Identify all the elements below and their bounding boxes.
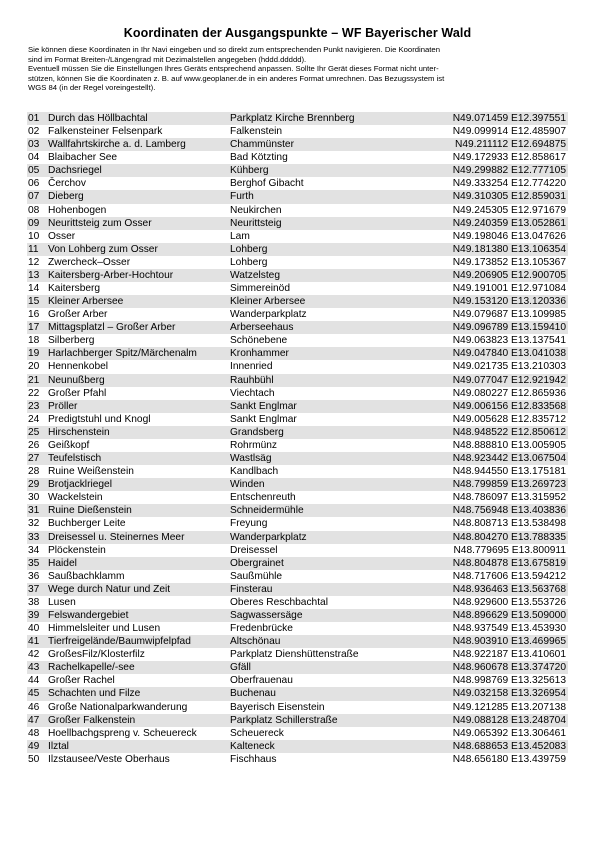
table-row <box>27 217 568 230</box>
coordinates: N48.896629 E13.509000 <box>452 609 566 621</box>
coordinates: N49.198046 E13.047626 <box>452 230 566 242</box>
row-number: 22 <box>28 387 40 399</box>
start-point: Entschenreuth <box>230 492 296 504</box>
table-row <box>27 439 568 452</box>
table-row <box>27 230 568 243</box>
coordinates: N49.077047 E12.921942 <box>452 374 566 386</box>
table-row <box>27 753 568 766</box>
coordinates: N48.888810 E13.005905 <box>452 439 566 451</box>
table-row <box>27 491 568 504</box>
route-name: Rachelkapelle/-see <box>48 662 135 674</box>
row-number: 23 <box>28 400 40 412</box>
route-name: Felswandergebiet <box>48 609 129 621</box>
coordinates: N48.786097 E13.315952 <box>452 492 566 504</box>
row-number: 34 <box>28 544 40 556</box>
row-number: 38 <box>28 596 40 608</box>
coordinates: N49.065392 E13.306461 <box>452 727 566 739</box>
route-name: Silberberg <box>48 335 95 347</box>
row-number: 05 <box>28 165 40 177</box>
coordinates: N49.211112 E12.694875 <box>454 139 566 151</box>
row-number: 29 <box>28 479 40 491</box>
coordinates: N49.191001 E12.971084 <box>452 283 566 295</box>
table-row <box>27 583 568 596</box>
intro-line: WGS 84 (in der Regel voreingestellt). <box>28 83 156 93</box>
start-point: Lohberg <box>230 256 268 268</box>
start-point: Oberes Reschbachtal <box>230 596 328 608</box>
row-number: 02 <box>28 126 40 138</box>
route-name: Schachten und Filze <box>48 688 141 700</box>
row-number: 35 <box>28 557 40 569</box>
coordinate-table <box>27 112 568 766</box>
route-name: Saußbachklamm <box>48 570 125 582</box>
start-point: Kalteneck <box>230 740 275 752</box>
start-point: Oberfrauenau <box>230 675 293 687</box>
row-number: 21 <box>28 374 40 386</box>
table-row <box>27 517 568 530</box>
start-point: Sankt Englmar <box>230 413 297 425</box>
table-row <box>27 164 568 177</box>
start-point: Watzelsteg <box>230 269 281 281</box>
coordinates: N49.206905 E12.900705 <box>452 269 566 281</box>
table-row <box>27 360 568 373</box>
coordinates: N49.181380 E13.106354 <box>452 243 566 255</box>
row-number: 49 <box>28 740 40 752</box>
coordinates: N49.153120 E13.120336 <box>452 296 566 308</box>
table-row <box>27 334 568 347</box>
intro-line: Sie können diese Koordinaten in Ihr Navi eingeben und so direkt zum entsprechenden Punkt navigieren. Die Koordinaten <box>28 45 440 54</box>
row-number: 46 <box>28 701 40 713</box>
coordinates: N49.172933 E12.858617 <box>452 152 566 164</box>
table-row <box>27 557 568 570</box>
row-number: 48 <box>28 727 40 739</box>
route-name: Durch das Höllbachtal <box>48 113 148 124</box>
row-number: 28 <box>28 466 40 478</box>
route-name: Teufelstisch <box>48 453 102 465</box>
row-number: 41 <box>28 636 40 648</box>
row-number: 07 <box>28 191 40 203</box>
row-number: 40 <box>28 623 40 635</box>
intro-line: stützen, können Sie die Koordinaten z. B. auf www.geoplaner.de in ein anderes Format umrechnen. Das Bezugssystem ist <box>28 73 445 83</box>
table-row <box>27 727 568 740</box>
route-name: Kleiner Arbersee <box>48 296 124 308</box>
route-name: Brotjacklriegel <box>48 479 112 491</box>
table-row <box>27 609 568 622</box>
start-point: Buchenau <box>230 688 276 700</box>
route-name: Ilztal <box>48 740 69 752</box>
coordinates: N49.005628 E12.835712 <box>452 413 566 425</box>
table-row <box>27 400 568 413</box>
start-point: Chammünster <box>230 139 294 151</box>
start-point: Wanderparkplatz <box>230 531 307 543</box>
coordinates: N49.240359 E13.052861 <box>452 217 566 229</box>
coordinates: N49.099914 E12.485907 <box>452 126 566 138</box>
table-row <box>27 622 568 635</box>
table-row <box>27 138 568 151</box>
row-number: 08 <box>28 204 40 216</box>
table-row <box>27 426 568 439</box>
route-name: Ilzstausee/Veste Oberhaus <box>48 753 170 765</box>
start-point: Sagwassersäge <box>230 609 303 621</box>
table-row <box>27 112 568 125</box>
coordinates: N48.944550 E13.175181 <box>452 466 566 478</box>
table-row <box>27 125 568 138</box>
route-name: Großer Arber <box>48 309 108 321</box>
route-name: Haidel <box>48 557 77 569</box>
table-row <box>27 452 568 465</box>
row-number: 24 <box>28 413 40 425</box>
route-name: Neunußberg <box>48 374 105 386</box>
start-point: Dreisessel <box>230 544 278 556</box>
table-row <box>27 635 568 648</box>
coordinates: N49.096789 E13.159410 <box>452 322 566 334</box>
route-name: Großer Falkenstein <box>48 714 136 726</box>
intro-line: sind im Format Breiten-/Längengrad mit Dezimalstellen angegeben (hddd.ddddd). <box>28 54 307 64</box>
start-point: Wanderparkplatz <box>230 309 307 321</box>
route-name: Hoellbachgspreng v. Scheuereck <box>48 727 197 739</box>
row-number: 10 <box>28 230 40 242</box>
coordinates: N48.808713 E13.538498 <box>452 518 566 530</box>
coordinates: N49.047840 E13.041038 <box>452 348 566 360</box>
table-row <box>27 374 568 387</box>
table-row <box>27 347 568 360</box>
route-name: Falkensteiner Felsenpark <box>48 126 163 138</box>
table-row <box>27 544 568 557</box>
table-row <box>27 531 568 544</box>
start-point: Parkplatz Kirche Brennberg <box>230 113 355 124</box>
start-point: Lam <box>230 230 250 242</box>
start-point: Neurittsteig <box>230 217 282 229</box>
row-number: 17 <box>28 322 40 334</box>
route-name: Großer Pfahl <box>48 387 107 399</box>
intro-paragraph-2 <box>28 64 573 93</box>
row-number: 36 <box>28 570 40 582</box>
route-name: Großer Rachel <box>48 675 115 687</box>
coordinates: N49.079687 E13.109985 <box>452 309 566 321</box>
coordinates: N49.245305 E12.971679 <box>452 204 566 216</box>
table-row <box>27 714 568 727</box>
coordinates: N49.071459 E12.397551 <box>452 113 566 124</box>
route-name: Dieberg <box>48 191 84 203</box>
row-number: 42 <box>28 649 40 661</box>
start-point: Obergrainet <box>230 557 284 569</box>
start-point: Kandlbach <box>230 466 279 478</box>
route-name: Kaitersberg-Arber-Hochtour <box>48 269 174 281</box>
route-name: Wege durch Natur und Zeit <box>48 583 171 595</box>
coordinates: N48.799859 E13.269723 <box>452 479 566 491</box>
start-point: Kleiner Arbersee <box>230 296 306 308</box>
start-point: Simmereinöd <box>230 283 291 295</box>
coordinates: N48.936463 E13.563768 <box>452 583 566 595</box>
start-point: Kühberg <box>230 165 269 177</box>
start-point: Bayerisch Eisenstein <box>230 701 325 713</box>
route-name: Geißkopf <box>48 439 90 451</box>
row-number: 30 <box>28 492 40 504</box>
row-number: 45 <box>28 688 40 700</box>
row-number: 37 <box>28 583 40 595</box>
coordinates: N49.333254 E12.774220 <box>452 178 566 190</box>
table-row <box>27 648 568 661</box>
row-number: 18 <box>28 335 40 347</box>
route-name: Blaibacher See <box>48 152 118 164</box>
row-number: 26 <box>28 439 40 451</box>
row-number: 47 <box>28 714 40 726</box>
row-number: 15 <box>28 296 40 308</box>
table-row <box>27 701 568 714</box>
route-name: Wallfahrtskirche a. d. Lamberg <box>48 139 186 151</box>
start-point: Grandsberg <box>230 426 284 438</box>
start-point: Neukirchen <box>230 204 282 216</box>
route-name: Große Nationalparkwanderung <box>48 701 188 713</box>
start-point: Rauhbühl <box>230 374 274 386</box>
coordinates: N48.779695 E13.800911 <box>453 544 566 556</box>
table-row <box>27 269 568 282</box>
start-point: Finsterau <box>230 583 273 595</box>
coordinates: N49.299882 E12.777105 <box>452 165 566 177</box>
table-row <box>27 387 568 400</box>
start-point: Rohrmünz <box>230 439 277 451</box>
start-point: Gfäll <box>230 662 251 674</box>
coordinates: N48.923442 E13.067504 <box>452 453 566 465</box>
route-name: Ruine Dießenstein <box>48 505 132 517</box>
start-point: Altschönau <box>230 636 281 648</box>
start-point: Parkplatz Schillerstraße <box>230 714 338 726</box>
row-number: 06 <box>28 178 40 190</box>
route-name: Mittagsplatzl – Großer Arber <box>48 322 176 334</box>
table-row <box>27 478 568 491</box>
table-row <box>27 504 568 517</box>
route-name: GroßesFilz/Klosterfilz <box>48 649 145 661</box>
table-row <box>27 190 568 203</box>
coordinates: N49.121285 E13.207138 <box>452 701 566 713</box>
coordinates: N48.929600 E13.553726 <box>452 596 566 608</box>
table-row <box>27 177 568 190</box>
coordinates: N48.688653 E13.452083 <box>452 740 566 752</box>
row-number: 01 <box>28 113 40 124</box>
row-number: 44 <box>28 675 40 687</box>
row-number: 14 <box>28 283 40 295</box>
row-number: 27 <box>28 453 40 465</box>
route-name: Tierfreigelände/Baumwipfelpfad <box>48 636 191 648</box>
row-number: 03 <box>28 139 40 151</box>
row-number: 09 <box>28 217 40 229</box>
start-point: Parkplatz Dienshüttenstraße <box>230 649 359 661</box>
route-name: Dreisessel u. Steinernes Meer <box>48 531 185 543</box>
start-point: Falkenstein <box>230 126 283 138</box>
route-name: Lusen <box>48 596 76 608</box>
table-row <box>27 321 568 334</box>
row-number: 12 <box>28 256 40 268</box>
coordinates: N48.948522 E12.850612 <box>452 426 566 438</box>
row-number: 13 <box>28 269 40 281</box>
row-number: 11 <box>28 243 39 255</box>
route-name: Ruine Weißenstein <box>48 466 134 478</box>
table-row <box>27 570 568 583</box>
table-row <box>27 596 568 609</box>
coordinates: N49.032158 E13.326954 <box>452 688 566 700</box>
row-number: 20 <box>28 361 40 373</box>
table-row <box>27 465 568 478</box>
route-name: Himmelsleiter und Lusen <box>48 623 161 635</box>
route-name: Dachsriegel <box>48 165 102 177</box>
coordinates: N48.656180 E13.439759 <box>452 753 566 765</box>
start-point: Bad Kötzting <box>230 152 288 164</box>
coordinates: N49.310305 E12.859031 <box>452 191 566 203</box>
coordinates: N49.063823 E13.137541 <box>452 335 566 347</box>
route-name: Harlachberger Spitz/Märchenalm <box>48 348 197 360</box>
row-number: 31 <box>28 505 40 517</box>
table-row <box>27 661 568 674</box>
coordinates: N49.088128 E13.248704 <box>452 714 566 726</box>
table-row <box>27 151 568 164</box>
start-point: Saußmühle <box>230 570 283 582</box>
coordinates: N48.804878 E13.675819 <box>452 557 566 569</box>
route-name: Kaitersberg <box>48 283 101 295</box>
route-name: Neurittsteig zum Osser <box>48 217 152 229</box>
route-name: Pröller <box>48 400 78 412</box>
start-point: Winden <box>230 479 265 491</box>
start-point: Lohberg <box>230 243 268 255</box>
row-number: 33 <box>28 531 40 543</box>
coordinates: N49.021735 E13.210303 <box>452 361 566 373</box>
coordinates: N49.006156 E12.833568 <box>452 400 566 412</box>
row-number: 04 <box>28 152 40 164</box>
row-number: 32 <box>28 518 40 530</box>
page-title: Koordinaten der Ausgangspunkte – WF Bayerischer Wald <box>123 26 472 40</box>
start-point: Schneidermühle <box>230 505 304 517</box>
row-number: 50 <box>28 753 40 765</box>
table-row <box>27 687 568 700</box>
route-name: Hirschenstein <box>48 426 110 438</box>
coordinates: N48.903910 E13.469965 <box>452 636 566 648</box>
intro-text <box>28 45 573 93</box>
route-name: Hennenkobel <box>48 361 109 373</box>
start-point: Schönebene <box>230 335 288 347</box>
coordinates: N48.998769 E13.325613 <box>452 675 566 687</box>
route-name: Hohenbogen <box>48 204 107 216</box>
coordinates: N48.804270 E13.788335 <box>452 531 566 543</box>
row-number: 19 <box>28 348 40 360</box>
coordinates: N48.717606 E13.594212 <box>452 570 566 582</box>
table-row <box>27 308 568 321</box>
start-point: Sankt Englmar <box>230 400 297 412</box>
start-point: Innenried <box>230 361 273 373</box>
table-row <box>27 295 568 308</box>
table-row <box>27 413 568 426</box>
route-name: Plöckenstein <box>48 544 106 556</box>
coordinates: N48.960678 E13.374720 <box>452 662 566 674</box>
intro-line: Eventuell müssen Sie die Einstellungen Ihres Geräts entsprechend anpassen. Sollte Ihr Gerät dieses Format nicht unter- <box>28 64 439 74</box>
table-row <box>27 740 568 753</box>
start-point: Berghof Gibacht <box>230 178 304 190</box>
coordinates: N48.756948 E13.403836 <box>452 505 566 517</box>
row-number: 25 <box>28 426 40 438</box>
table-row <box>27 674 568 687</box>
start-point: Fredenbrücke <box>230 623 293 635</box>
row-number: 16 <box>28 309 40 321</box>
route-name: Von Lohberg zum Osser <box>48 243 158 255</box>
table-row <box>27 282 568 295</box>
route-name: Zwercheck–Osser <box>48 256 131 268</box>
row-number: 39 <box>28 609 40 621</box>
coordinates: N49.080227 E12.865936 <box>452 387 566 399</box>
route-name: Buchberger Leite <box>48 518 126 530</box>
start-point: Fischhaus <box>230 753 277 765</box>
table-row <box>27 204 568 217</box>
start-point: Furth <box>230 191 254 203</box>
route-name: Wackelstein <box>48 492 103 504</box>
start-point: Viechtach <box>230 387 275 399</box>
route-name: Čerchov <box>48 178 86 190</box>
route-name: Osser <box>48 230 76 242</box>
coordinates: N49.173852 E13.105367 <box>452 256 566 268</box>
table-row <box>27 256 568 269</box>
intro-paragraph-1 <box>28 45 573 64</box>
route-name: Predigtstuhl und Knogl <box>48 413 151 425</box>
coordinates: N48.937549 E13.453930 <box>452 623 566 635</box>
row-number: 43 <box>28 662 40 674</box>
start-point: Arberseehaus <box>230 322 294 334</box>
start-point: Wastlsäg <box>230 453 272 465</box>
start-point: Freyung <box>230 518 268 530</box>
start-point: Kronhammer <box>230 348 289 360</box>
table-row <box>27 243 568 256</box>
start-point: Scheuereck <box>230 727 284 739</box>
coordinates: N48.922187 E13.410601 <box>452 649 566 661</box>
